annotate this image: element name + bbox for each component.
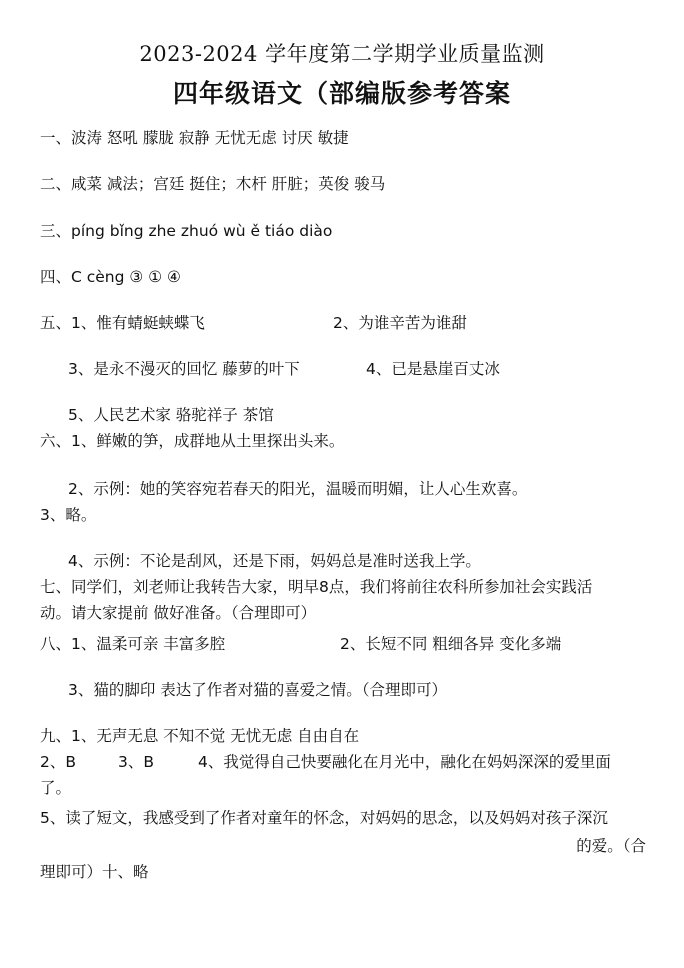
answer-line-2: 二、咸菜 减法；宫廷 挺住；木杆 肝脏；英俊 骏马 [40,175,386,193]
answer-line-9: 2、示例：她的笑容宛若春天的阳光，温暖而明媚，让人心生欢喜。 [68,480,528,498]
answer-line-11: 4、示例：不论是刮风，还是下雨，妈妈总是准时送我上学。 [68,552,481,570]
answer-line-5b: 2、为谁辛苦为谁甜 [333,314,467,332]
answer-line-19: 5、读了短文，我感受到了作者对童年的怀念，对妈妈的思念，以及妈妈对孩子深沉 [40,809,608,827]
answer-line-21: 理即可）十、略 [40,863,149,881]
answer-line-17c: 4、我觉得自己快要融化在月光中，融化在妈妈深深的爱里面 [198,753,611,771]
answer-line-7: 5、人民艺术家 骆驼祥子 茶馆 [68,406,274,424]
answer-line-14b: 2、长短不同 粗细各异 变化多端 [340,635,562,653]
answer-line-12: 七、同学们，刘老师让我转告大家，明早8点，我们将前往农科所参加社会实践活 [40,578,593,596]
answer-line-6b: 4、已是悬崖百丈冰 [366,360,500,378]
answer-line-17a: 2、B [40,753,76,771]
answer-line-4: 四、C cèng ③ ① ④ [40,268,181,286]
answer-line-17b: 3、B [118,753,154,771]
answer-line-5a: 五、1、惟有蜻蜓蛱蝶飞 [40,314,205,332]
answer-line-16: 九、1、无声无息 不知不觉 无忧无虑 自由自在 [40,727,360,745]
answer-line-3: 三、píng bǐng zhe zhuó wù ě tiáo diào [40,222,333,240]
answer-line-13: 动。请大家提前 做好准备。（合理即可） [40,604,317,622]
answer-line-10: 3、略。 [40,506,97,524]
answer-line-15: 3、猫的脚印 表达了作者对猫的喜爱之情。（合理即可） [68,681,448,699]
document-subtitle: 四年级语文（部编版参考答案 [172,79,511,108]
answer-line-14a: 八、1、温柔可亲 丰富多腔 [40,635,226,653]
answer-line-18: 了。 [40,779,72,797]
answer-line-1: 一、波涛 怒吼 朦胧 寂静 无忧无虑 讨厌 敏捷 [40,129,349,147]
answer-line-6a: 3、是永不漫灭的回忆 藤萝的叶下 [68,360,300,378]
document-title: 2023-2024 学年度第二学期学业质量监测 [139,42,545,66]
answer-line-8: 六、1、鲜嫩的笋，成群地从土里探出头来。 [40,432,345,450]
answer-line-20: 的爱。（合 [576,837,646,855]
